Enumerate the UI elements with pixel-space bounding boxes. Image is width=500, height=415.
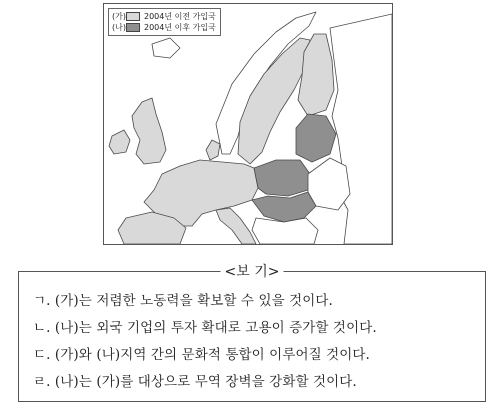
legend-swatch-light [126,12,140,21]
bogi-list [33,288,377,396]
europe-map-drawing [104,4,392,244]
bogi-item-nieun: ㄴ. (나)는 외국 기업의 투자 확대로 고용이 증가할 것이다. [33,320,377,336]
region-ukraine [308,158,350,210]
bogi-item-rieul: ㄹ. (나)는 (가)를 대상으로 무역 장벽을 강화할 것이다. [33,374,357,390]
bogi-title: <보 기> [221,263,284,281]
region-iceland [152,38,180,58]
bogi-item-giyeok: ㄱ. (가)는 저렴한 노동력을 확보할 수 있을 것이다. [33,293,333,309]
legend-label-post2004: 2004년 이후 가입국 [144,23,216,32]
legend-row-pre2004 [112,11,216,22]
legend-key-na: (나) [112,23,126,32]
region-central-europe [252,192,316,222]
bogi-box [18,264,486,402]
region-russia [330,14,392,244]
legend-label-pre2004: 2004년 이전 가입국 [144,12,216,21]
region-italy [216,208,256,244]
legend-key-ga: (가) [112,12,126,21]
bogi-item-digeut: ㄷ. (가)와 (나)지역 간의 문화적 통합이 이루어질 것이다. [33,347,370,363]
region-balkans [252,218,318,244]
region-ireland [109,130,130,154]
legend-swatch-dark [126,23,140,32]
map-legend [108,8,221,36]
region-poland [254,160,310,196]
region-baltics [296,114,336,162]
europe-map [103,3,393,245]
legend-row-post2004 [112,22,216,33]
region-denmark [206,140,220,160]
region-britain [132,98,166,164]
